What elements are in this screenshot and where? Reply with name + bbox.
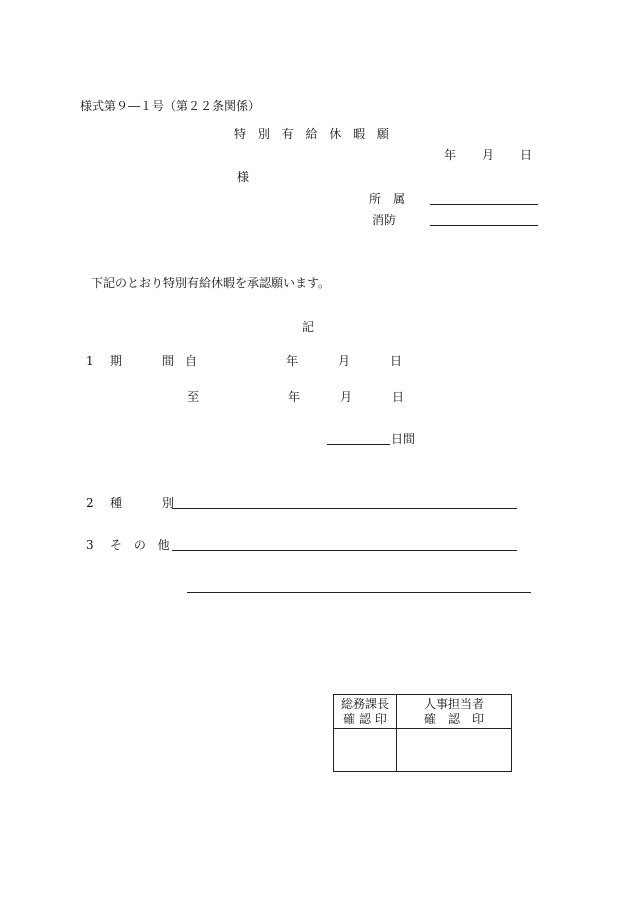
from-year-label: 年 xyxy=(286,354,299,368)
period-label: 期 間 xyxy=(110,354,189,368)
fire-label: 消防 xyxy=(372,213,397,227)
period-from-label: 自 xyxy=(185,354,198,368)
date-day-label: 日 xyxy=(520,148,533,162)
approval-header-hr xyxy=(397,695,512,729)
affiliation-label: 所 属 xyxy=(369,192,406,206)
approval-col1-line2: 確 認 印 xyxy=(343,711,387,726)
to-month-label: 月 xyxy=(340,390,353,404)
fire-line xyxy=(430,225,538,226)
period-number: 1 xyxy=(86,354,94,368)
form-title: 特 別 有 給 休 暇 願 xyxy=(234,127,393,141)
approval-stamp-cell-hr xyxy=(397,729,512,772)
from-day-label: 日 xyxy=(390,354,403,368)
approval-col1-line1: 総務課長 xyxy=(340,696,389,711)
approval-col2-line2: 確 認 印 xyxy=(423,711,484,726)
other-line-2 xyxy=(187,592,531,593)
affiliation-line xyxy=(430,204,538,205)
approval-stamp-cell-general-affairs xyxy=(334,729,397,772)
other-number: 3 xyxy=(86,538,94,552)
to-day-label: 日 xyxy=(392,390,405,404)
note-heading: 記 xyxy=(302,320,315,334)
other-line-1 xyxy=(172,550,517,551)
approval-header-general-affairs xyxy=(334,695,397,729)
days-count-line xyxy=(327,444,390,445)
date-month-label: 月 xyxy=(482,148,495,162)
other-label: そ の 他 xyxy=(110,538,174,552)
type-number: 2 xyxy=(86,496,94,510)
form-number: 様式第９―１号（第２２条関係） xyxy=(80,99,261,113)
type-line xyxy=(172,508,517,509)
approval-table xyxy=(333,694,512,772)
from-month-label: 月 xyxy=(338,354,351,368)
to-year-label: 年 xyxy=(288,390,301,404)
type-label: 種 別 xyxy=(110,496,189,510)
days-unit-label: 日間 xyxy=(391,432,416,446)
request-text: 下記のとおり特別有給休暇を承認願います。 xyxy=(91,276,331,290)
approval-col2-line1: 人事担当者 xyxy=(423,696,484,711)
date-year-label: 年 xyxy=(444,148,457,162)
addressee-suffix: 様 xyxy=(237,170,250,184)
period-to-label: 至 xyxy=(187,390,200,404)
